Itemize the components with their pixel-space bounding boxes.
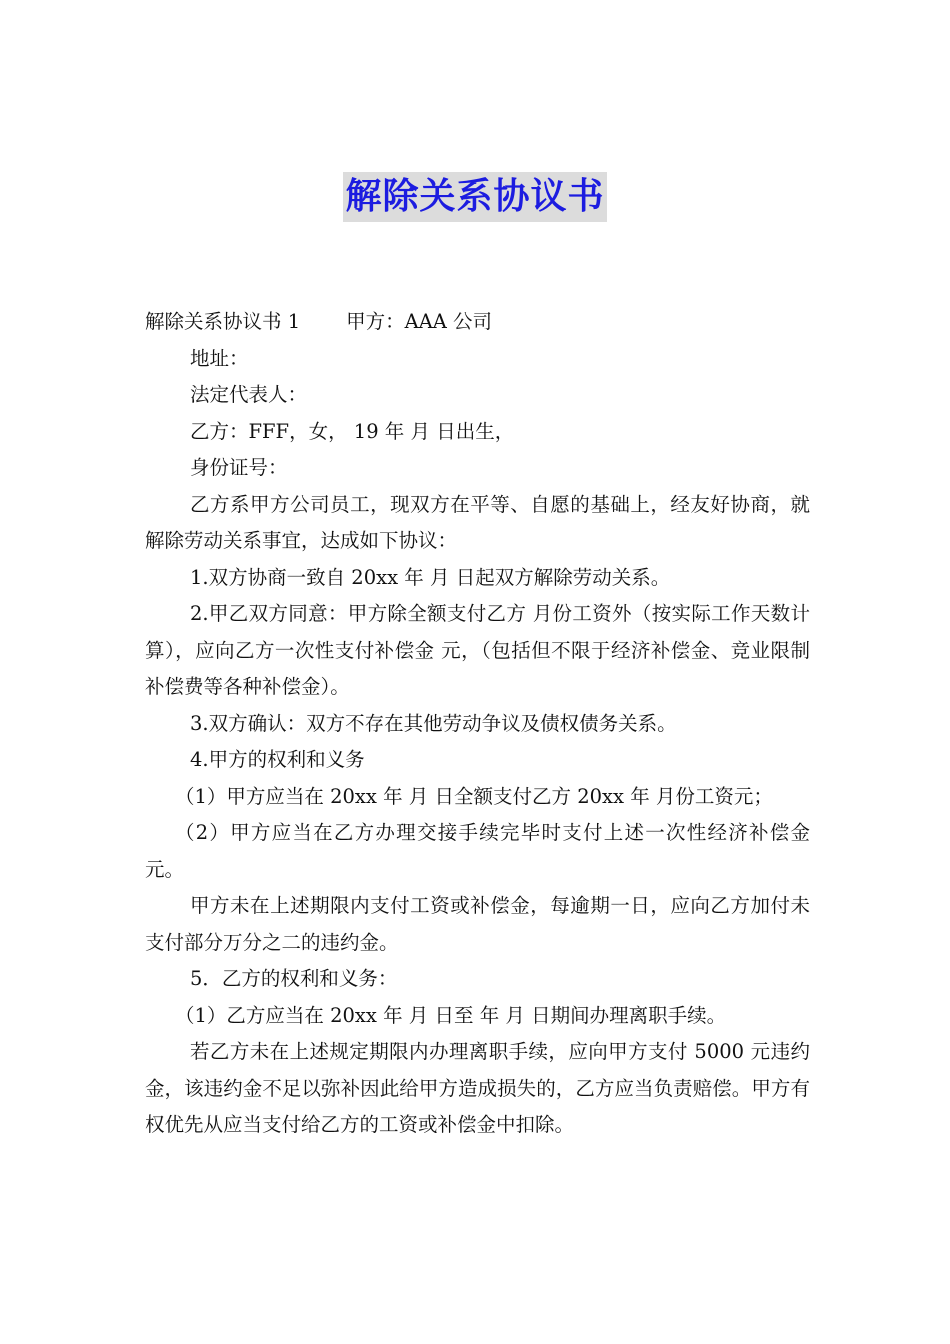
paragraph-clause-2: 2.甲乙双方同意：甲方除全额支付乙方 月份工资外（按实际工作天数计算），应向乙方一次性支付补偿金 元，（包括但不限于经济补偿金、竞业限制补偿费等各种补偿金）。 xyxy=(145,602,810,698)
header-right: 甲方：AAA 公司 xyxy=(346,310,493,333)
paragraph-address: 地址： xyxy=(190,346,249,370)
paragraph-penalty-a: 甲方未在上述期限内支付工资或补偿金，每逾期一日，应向乙方加付未支付部分万分之二的违约金。 xyxy=(145,894,810,954)
paragraph-id-number: 身份证号： xyxy=(190,456,288,479)
paragraph-clause-5-1: （1）乙方应当在 20xx 年 月 日至 年 月 日期间办理离职手续。 xyxy=(175,1003,727,1027)
paragraph-clause-1: 1.双方协商一致自 20xx 年 月 日起双方解除劳动关系。 xyxy=(190,565,671,589)
title-container xyxy=(0,172,950,222)
paragraph-intro: 乙方系甲方公司员工，现双方在平等、自愿的基础上，经友好协商，就解除劳动关系事宜，达成如下协议： xyxy=(145,492,810,552)
paragraph-clause-4-1: （1）甲方应当在 20xx 年 月 日全额支付乙方 20xx 年 月份工资元； xyxy=(175,784,773,808)
document-body xyxy=(145,304,810,1144)
paragraph-penalty-b: 若乙方未在上述规定期限内办理离职手续，应向甲方支付 5000 元违约金，该违约金不足以弥补因此给甲方造成损失的，乙方应当负责赔偿。甲方有权优先从应当支付给乙方的工资或补偿金中扣除。 xyxy=(145,1040,810,1136)
header-line xyxy=(145,304,810,341)
header-left: 解除关系协议书 1 xyxy=(145,310,301,333)
paragraph-party-b: 乙方：FFF，女， 19 年 月 日出生， xyxy=(190,419,515,443)
paragraph-clause-4: 4.甲方的权利和义务 xyxy=(190,748,365,771)
paragraph-clause-3: 3.双方确认：双方不存在其他劳动争议及债权债务关系。 xyxy=(190,711,677,735)
paragraph-clause-4-2: （2）甲方应当在乙方办理交接手续完毕时支付上述一次性经济补偿金 元。 xyxy=(145,821,810,881)
document-title: 解除关系协议书 xyxy=(343,172,606,222)
paragraph-clause-5: 5．乙方的权利和义务： xyxy=(190,967,398,990)
paragraph-legal-rep: 法定代表人： xyxy=(190,383,308,406)
